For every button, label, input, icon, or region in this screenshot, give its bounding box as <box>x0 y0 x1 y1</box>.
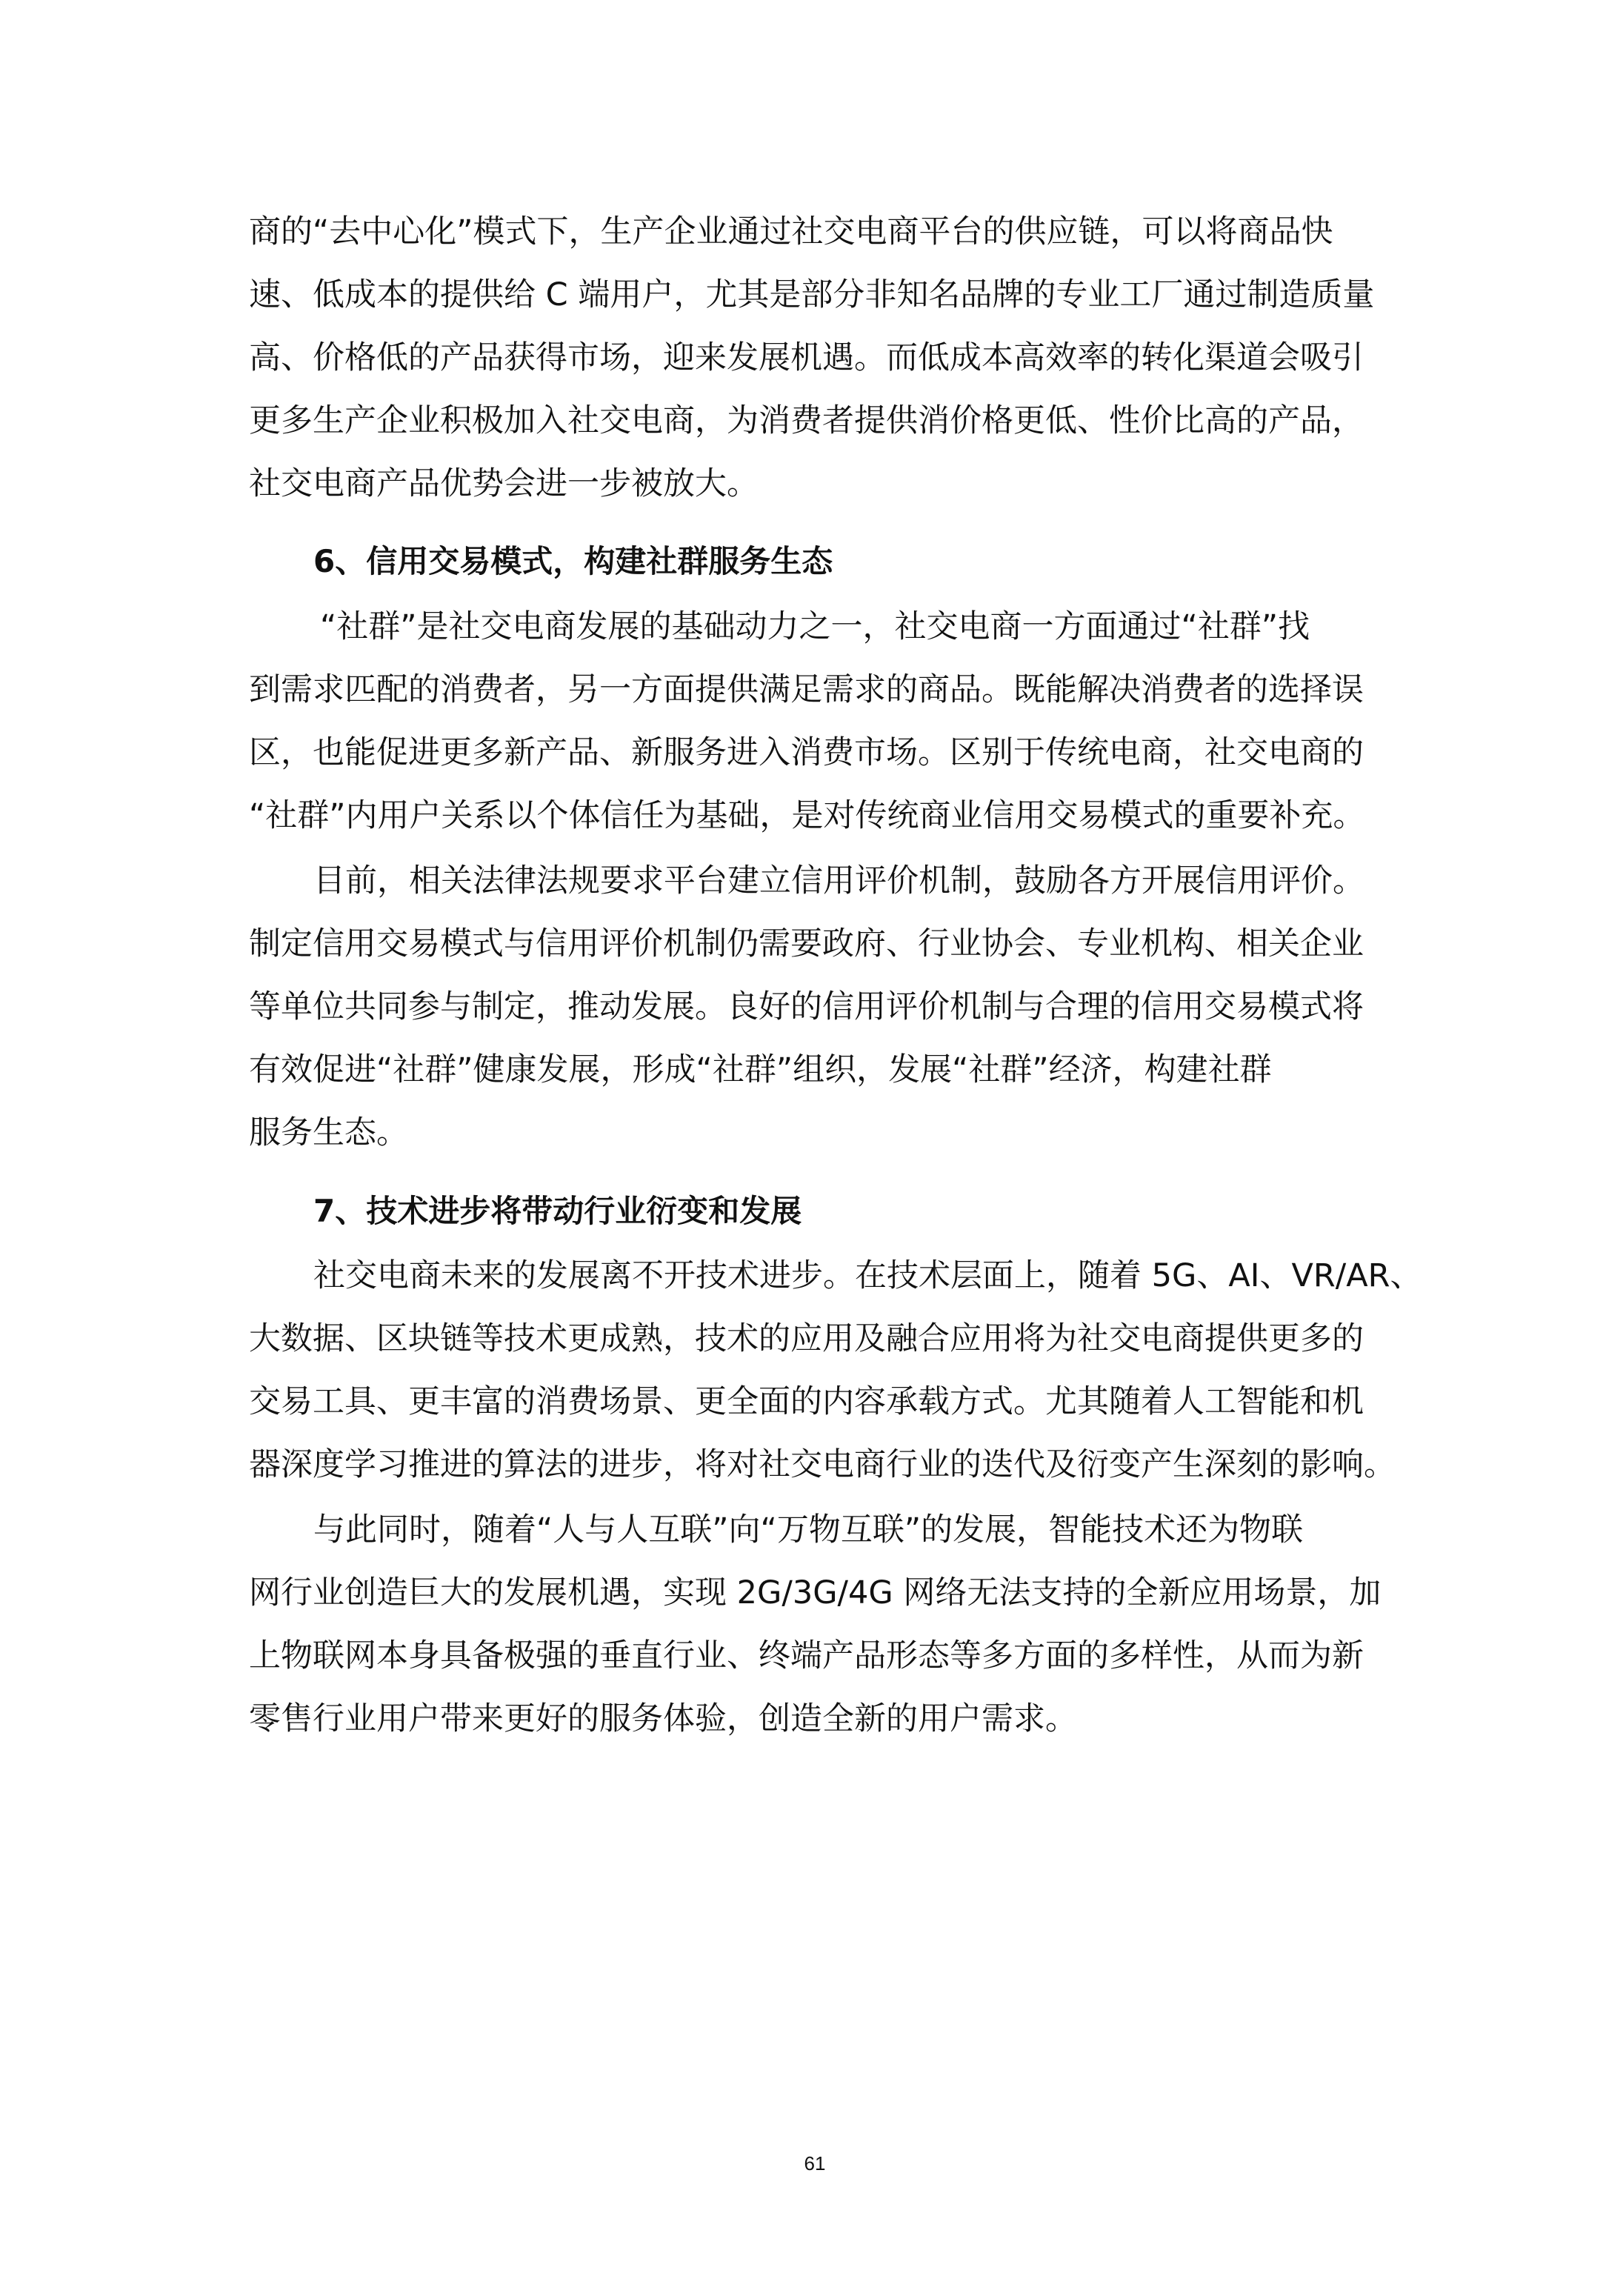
text-line: 上物联网本身具备极强的垂直行业、终端产品形态等多方面的多样性，从而为新 <box>249 1637 1364 1674</box>
text-line: 有效促进“社群”健康发展，形成“社群”组织，发展“社群”经济，构建社群 <box>249 1051 1272 1088</box>
text-line: “社群”内用户关系以个体信任为基础，是对传统商业信用交易模式的重要补充。 <box>249 797 1365 834</box>
text-line: 更多生产企业积极加入社交电商，为消费者提供消价格更低、性价比高的产品， <box>249 402 1364 439</box>
text-line: 到需求匹配的消费者，另一方面提供满足需求的商品。既能解决消费者的选择误 <box>249 671 1364 708</box>
text-line: “社群”是社交电商发展的基础动力之一，社交电商一方面通过“社群”找 <box>320 608 1310 645</box>
text-line: 区，也能促进更多新产品、新服务进入消费市场。区别于传统电商，社交电商的 <box>249 734 1364 771</box>
text-line: 零售行业用户带来更好的服务体验，创造全新的用户需求。 <box>249 1700 1077 1737</box>
text-line: 制定信用交易模式与信用评价机制仍需要政府、行业协会、专业机构、相关企业 <box>249 925 1364 962</box>
section-6-heading: 6、信用交易模式，构建社群服务生态 <box>313 543 833 579</box>
text-line: 社交电商产品优势会进一步被放大。 <box>249 465 759 502</box>
text-line: 服务生态。 <box>249 1114 408 1151</box>
text-line: 社交电商未来的发展离不开技术进步。在技术层面上，随着 5G、AI、VR/AR、 <box>313 1257 1422 1294</box>
text-line: 网行业创造巨大的发展机遇，实现 2G/3G/4G 网络无法支持的全新应用场景，加 <box>249 1574 1382 1611</box>
text-line: 器深度学习推进的算法的进步，将对社交电商行业的迭代及衍变产生深刻的影响。 <box>249 1446 1396 1483</box>
text-line: 等单位共同参与制定，推动发展。良好的信用评价机制与合理的信用交易模式将 <box>249 988 1364 1025</box>
text-line: 与此同时，随着“人与人互联”向“万物互联”的发展，智能技术还为物联 <box>313 1511 1304 1548</box>
text-line: 商的“去中心化”模式下，生产企业通过社交电商平台的供应链，可以将商品快 <box>249 213 1333 250</box>
text-line: 大数据、区块链等技术更成熟，技术的应用及融合应用将为社交电商提供更多的 <box>249 1320 1364 1357</box>
text-line: 速、低成本的提供给 C 端用户，尤其是部分非知名品牌的专业工厂通过制造质量 <box>249 276 1375 313</box>
text-line: 目前，相关法律法规要求平台建立信用评价机制，鼓励各方开展信用评价。 <box>313 862 1364 899</box>
page-number: 61 <box>804 2152 826 2174</box>
section-7-heading: 7、技术进步将带动行业衍变和发展 <box>313 1193 802 1229</box>
text-line: 高、价格低的产品获得市场，迎来发展机遇。而低成本高效率的转化渠道会吸引 <box>249 339 1364 376</box>
text-line: 交易工具、更丰富的消费场景、更全面的内容承载方式。尤其随着人工智能和机 <box>249 1383 1364 1420</box>
